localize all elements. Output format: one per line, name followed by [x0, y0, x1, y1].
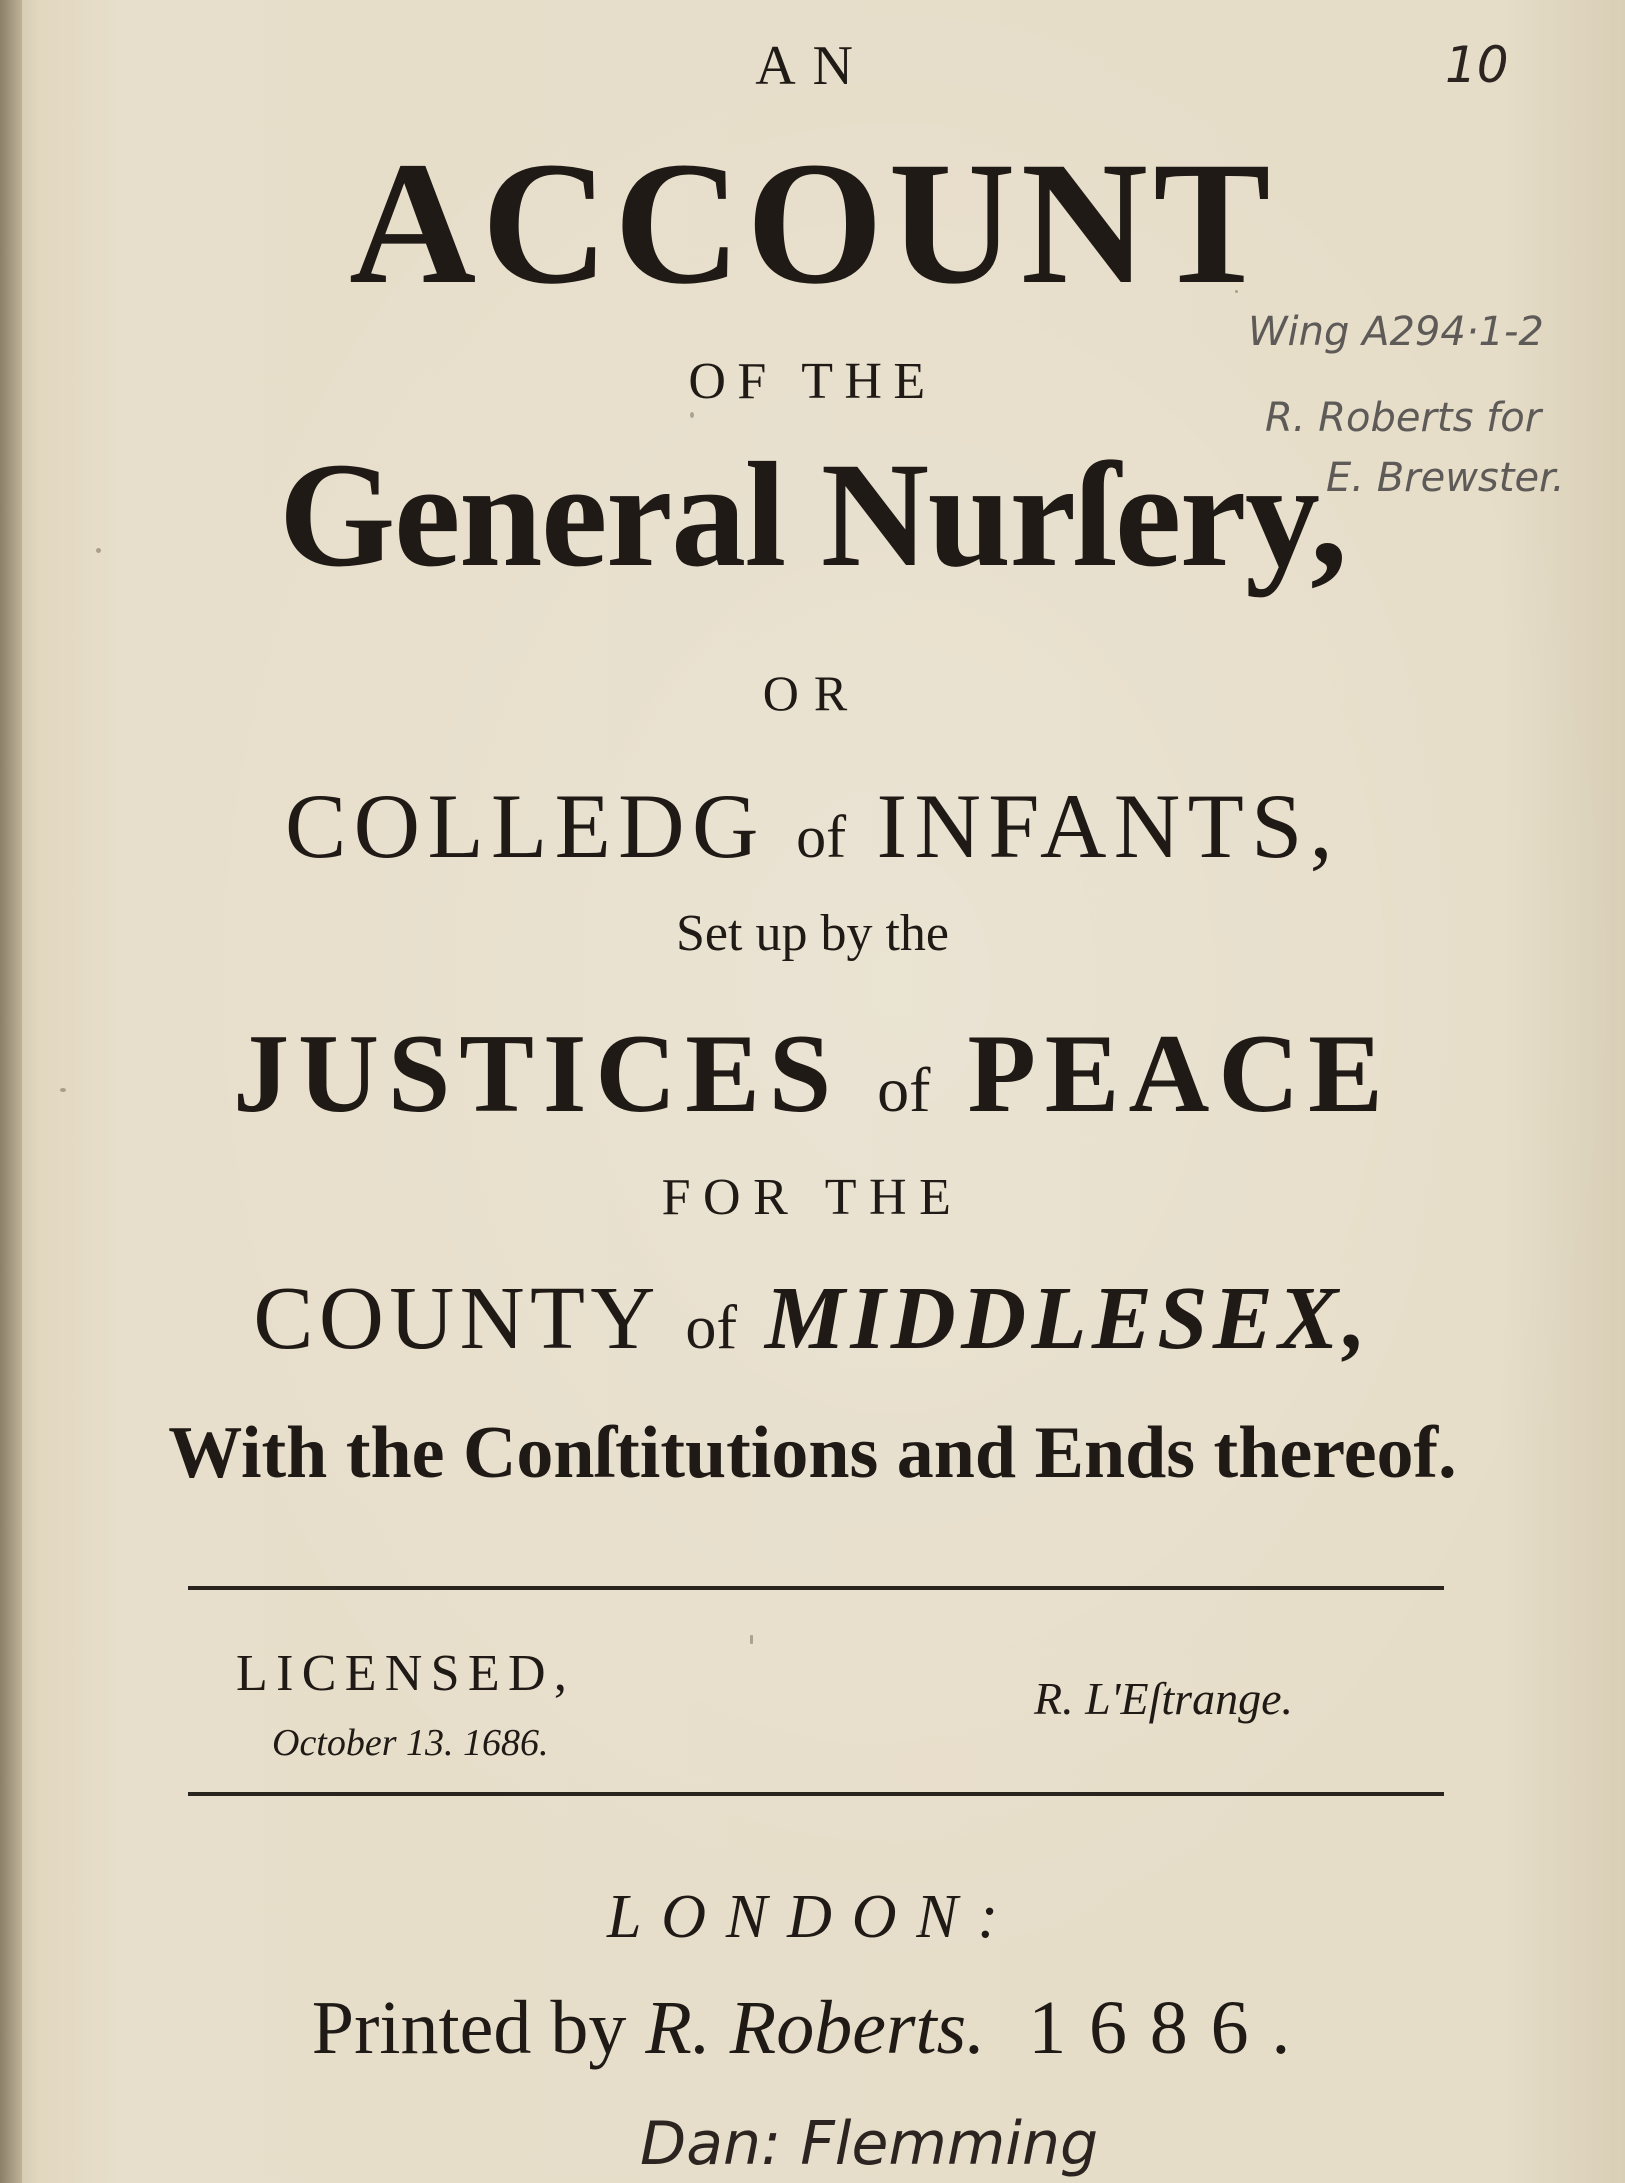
justices-of-word: of [877, 1054, 931, 1125]
line-of-the: OF THE [688, 353, 937, 410]
printer-note-line-2: E. Brewster. [1326, 455, 1565, 501]
imprint-year: 1686. [1028, 1986, 1314, 2070]
justices-word: JUSTICES [233, 1012, 841, 1136]
upper-rule [188, 1586, 1444, 1590]
county-of-word: of [685, 1294, 738, 1362]
line-for-the: FOR THE [661, 1169, 964, 1226]
line-with-the-constitutions: With the Conſtitutions and Ends thereof. [168, 1412, 1457, 1494]
line-colledg-of-infants [0, 775, 1625, 877]
paper-speck [690, 412, 694, 418]
county-word: COUNTY [253, 1269, 658, 1368]
license-date: October 13. 1686. [272, 1722, 549, 1764]
licensed-label: LICENSED, [236, 1645, 576, 1702]
printed-by-text: Printed by [311, 1986, 627, 2070]
catalog-reference-note: Wing A294·1-2 [1248, 309, 1544, 355]
owner-signature: Dan: Flemming [640, 2109, 1099, 2179]
imprint-city: LONDON: [606, 1883, 1019, 1951]
imprint-printed-by [0, 1986, 1625, 2070]
peace-word: PEACE [967, 1012, 1392, 1136]
infants-word: INFANTS, [876, 775, 1341, 877]
licenser-name: R. L'Eſtrange. [1034, 1673, 1293, 1724]
colledg-of-word: of [796, 804, 847, 870]
folio-number: 10 [1445, 36, 1509, 94]
line-set-up-by-the: Set up by the [676, 905, 949, 962]
colledg-word: COLLEDG [284, 775, 766, 877]
line-county-of-middlesex [0, 1269, 1625, 1368]
line-justices-of-peace [0, 1012, 1625, 1136]
printer-name: R. Roberts. [645, 1986, 986, 2070]
main-title-account: ACCOUNT [349, 126, 1276, 321]
line-or: OR [762, 665, 863, 721]
printer-note-line-1: R. Roberts for [1265, 395, 1542, 441]
line-an: AN [755, 35, 870, 97]
middlesex-word: MIDDLESEX, [764, 1269, 1372, 1368]
lower-rule [188, 1792, 1444, 1796]
paper-speck [750, 1635, 753, 1644]
line-general-nursery: General Nurſery, [278, 432, 1347, 598]
